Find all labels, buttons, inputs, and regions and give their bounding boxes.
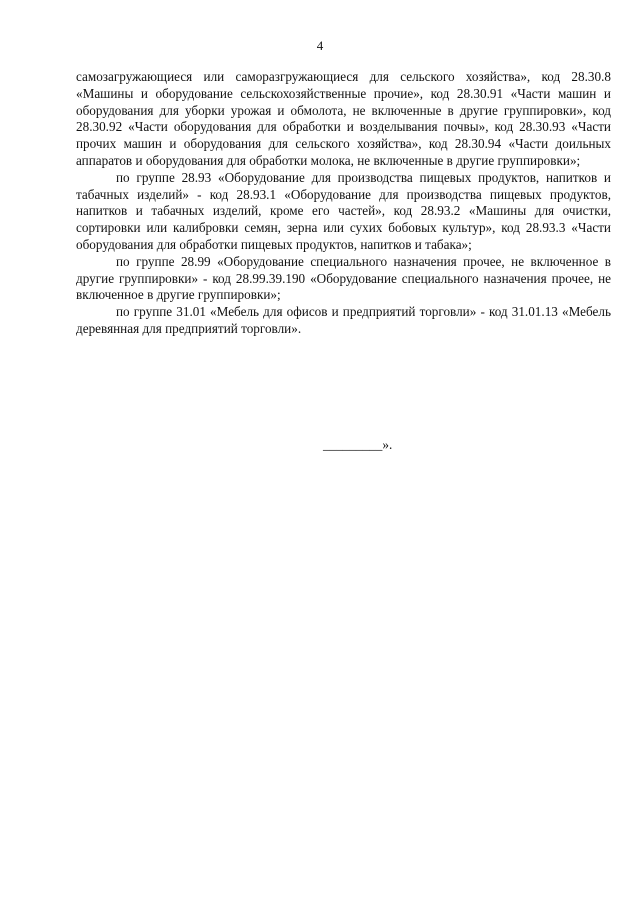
paragraph-continuation: самозагружающиеся или саморазгружающиеся для сельского хозяйства», код 28.30.8 «Машины и оборудование сельскохозяйственные прочие», код 28.30.91 «Части машин и оборудования для уборки урожая и обмолота, не включенные в другие группировки», код 28.30.92 «Части оборудования для обработки и возделывания почвы», код 28.30.93 «Части прочих машин и оборудования для сельского хозяйства», код 28.30.94 «Части доильных аппаратов и оборудования для обработки молока, не включенные в другие группировки»; (76, 69, 611, 168)
paragraph-group-31-01: по группе 31.01 «Мебель для офисов и предприятий торговли» - код 31.01.13 «Мебель деревянная для предприятий торговли». (76, 304, 611, 336)
closing-mark: _________». (323, 437, 393, 452)
document-body (76, 69, 611, 338)
page-number: 4 (316, 38, 324, 53)
paragraph-group-28-99: по группе 28.99 «Оборудование специального назначения прочее, не включенное в другие группировки» - код 28.99.39.190 «Оборудование специального назначения прочее, не включенное в другие группировки»; (76, 253, 611, 303)
paragraph-group-28-93: по группе 28.93 «Оборудование для производства пищевых продуктов, напитков и табачных изделий» - код 28.93.1 «Оборудование для производства пищевых продуктов, напитков и табачных изделий, кроме его частей», код 28.93.2 «Машины для очистки, сортировки или калибровки семян, зерна или сухих бобовых культур», код 28.93.3 «Части оборудования для обработки пищевых продуктов, напитков и табака»; (76, 169, 611, 252)
